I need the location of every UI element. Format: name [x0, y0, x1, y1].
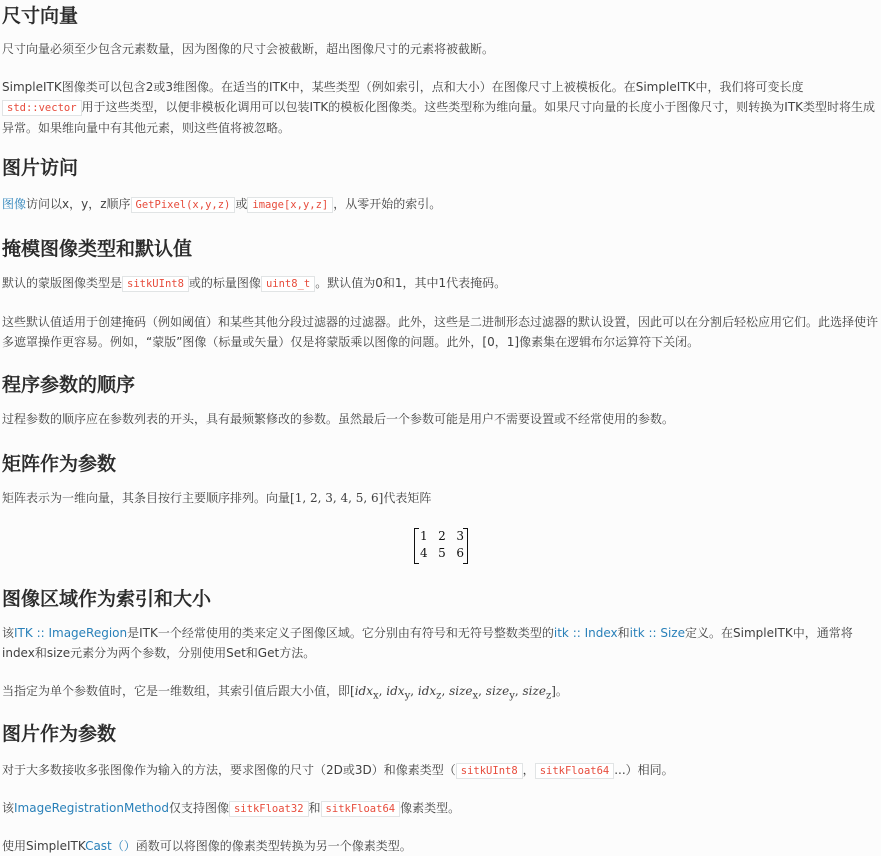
inline-code: sitkFloat32 — [229, 801, 309, 817]
paragraph: SimpleITK图像类可以包含2或3维图像。在适当的ITK中，某些类型（例如索引，点和大小）在图像尺寸上被模板化。在SimpleITK中，我们将可变长度std::vector 用于这些类型，以便非模板化调用可以包装ITK的模板化图像类。这些类型称为维向量。如果尺寸向量的长度小于图像尺寸，则转换为ITK类型时将生成异常。如果维向量中有其他元素，则这些值将被忽略。 — [2, 80, 876, 135]
itk-size-link[interactable]: itk :: Size — [629, 626, 685, 640]
section-title-image-regions: 图像区域作为索引和大小 — [2, 588, 212, 610]
paragraph: 这些默认值适用于创建掩码（例如阈值）和某些其他分段过滤器的过滤器。此外，这些是二进制形态过滤器的默认设置，因此可以在分割后轻松应用它们。此选择使许多遮罩操作更容易。例如，“蒙版”图像（标量或矢量）仅是将蒙版乘以图像的问题。此外，[0，1]像素集在逻辑布尔运算符下关闭。 — [2, 315, 879, 349]
itk-imageregion-link[interactable]: ITK :: ImageRegion — [14, 626, 128, 640]
paragraph: 默认的蒙版图像类型是 sitkUInt8 或的标量图像 uint8_t 。默认值为0和1，其中1代表掩码。 — [2, 276, 507, 290]
inline-code: sitkFloat64 — [535, 763, 615, 779]
matrix-row: 4 5 6 — [420, 546, 464, 560]
inline-code: sitkFloat64 — [321, 801, 401, 817]
paragraph: 图像访问以x，y，z顺序 GetPixel(x,y,z) 或 image[x,y,z] ，从零开始的索引。 — [2, 197, 442, 211]
inline-code: std::vector — [2, 100, 82, 116]
section-title-size-vector: 尺寸向量 — [2, 5, 79, 27]
paragraph: 尺寸向量必须至少包含元素数量，因为图像的尺寸会被截断，超出图像尺寸的元素将被截断。 — [2, 42, 495, 56]
region-math: [idx$_x$, idx$_y$, idx$_z$, size$_x$, size$_y$, size$_z$] — [350, 684, 556, 702]
cast-link[interactable]: Cast（） — [85, 839, 136, 853]
paragraph: 对于大多数接收多张图像作为输入的方法，要求图像的尺寸（2D或3D）和像素类型（ sitkUInt8 ， sitkFloat64 ...）相同。 — [2, 763, 674, 777]
paragraph: 矩阵表示为一维向量，其条目按行主要顺序排列。向量[1, 2, 3, 4, 5, 6]代表矩阵 — [2, 491, 432, 505]
paragraph: 当指定为单个参数值时，它是一维数组，其索引值后跟大小值，即[idx$_x$, idx$_y$, idx$_z$, size$_x$, size$_y$, size$_z$]。 — [2, 684, 568, 702]
section-title-matrix-parameters: 矩阵作为参数 — [2, 453, 117, 475]
paragraph: 该ImageRegistrationMethod仅支持图像 sitkFloat32 和 sitkFloat64 像素类型。 — [2, 801, 461, 815]
vector-math: [1, 2, 3, 4, 5, 6] — [290, 491, 384, 505]
paragraph: 过程参数的顺序应在参数列表的开头，具有最频繁修改的参数。虽然最后一个参数可能是用户不需要设置或不经常使用的参数。 — [2, 412, 675, 426]
section-title-image-access: 图片访问 — [2, 157, 79, 179]
paragraph: 使用SimpleITKCast（）函数可以将图像的像素类型转换为另一个像素类型。 — [2, 839, 412, 853]
right-bracket — [463, 528, 468, 564]
section-title-mask-image-types: 掩模图像类型和默认值 — [2, 238, 193, 260]
inline-code: image[x,y,z] — [247, 197, 333, 213]
itk-index-link[interactable]: itk :: Index — [553, 626, 618, 640]
matrix-row: 1 2 3 — [420, 529, 464, 543]
section-title-image-parameters: 图片作为参数 — [2, 723, 117, 745]
inline-code: sitkUInt8 — [456, 763, 523, 779]
inline-code: uint8_t — [261, 276, 315, 292]
image-link[interactable]: 图像 — [2, 197, 27, 211]
imageregistrationmethod-link[interactable]: ImageRegistrationMethod — [14, 801, 169, 815]
paragraph: 该ITK :: ImageRegion是ITK一个经常使用的类来定义子图像区域。它分别由有符号和无符号整数类型的itk :: Index和itk :: Size定义。在SimpleITK中，通常将index和size元素分为两个参数，分别使用Set和Get方法。 — [2, 626, 853, 660]
matrix-display — [414, 528, 468, 564]
inline-code: GetPixel(x,y,z) — [131, 197, 236, 213]
inline-code: sitkUInt8 — [122, 276, 189, 292]
left-bracket — [414, 528, 419, 564]
section-title-parameter-order: 程序参数的顺序 — [2, 374, 136, 396]
